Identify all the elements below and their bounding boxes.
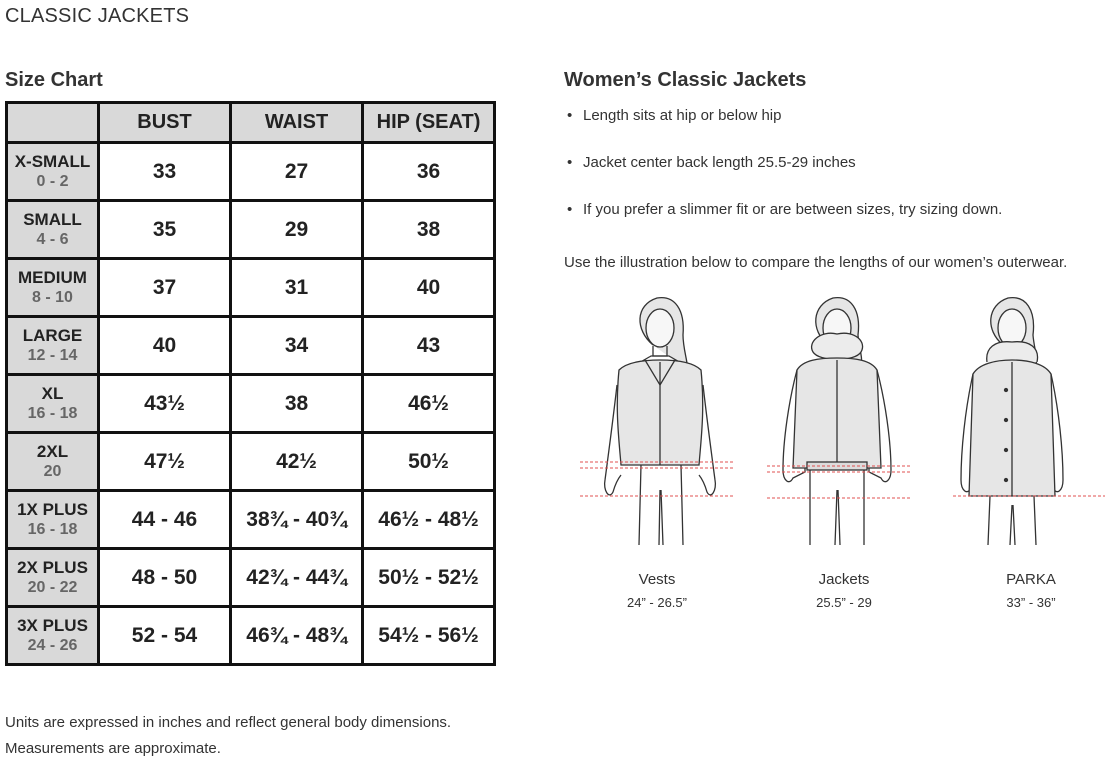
waist-cell: 42¾ - 44¾ <box>231 549 363 607</box>
hip-cell: 38 <box>363 201 495 259</box>
vest-guide-lines <box>580 462 735 496</box>
waist-cell: 34 <box>231 317 363 375</box>
size-range: 24 - 26 <box>27 637 78 655</box>
vest-length: 24” - 26.5” <box>627 595 687 610</box>
waist-cell: 29 <box>231 201 363 259</box>
size-name: LARGE <box>22 325 83 345</box>
size-name: 3X PLUS <box>17 615 88 635</box>
size-name: XL <box>41 383 64 403</box>
column-header-bust: BUST <box>99 103 231 143</box>
jacket-length: 25.5” - 29 <box>816 595 872 610</box>
list-item <box>564 150 1002 197</box>
size-cell <box>7 317 99 375</box>
table-row <box>7 491 495 549</box>
size-name: SMALL <box>23 209 82 229</box>
size-chart-heading: Size Chart <box>5 69 103 91</box>
bust-cell: 37 <box>99 259 231 317</box>
bust-cell: 40 <box>99 317 231 375</box>
bust-cell: 48 - 50 <box>99 549 231 607</box>
size-range: 20 - 22 <box>27 579 78 597</box>
hip-cell: 54½ - 56½ <box>363 607 495 665</box>
table-row <box>7 259 495 317</box>
hip-cell: 46½ <box>363 375 495 433</box>
hip-cell: 36 <box>363 143 495 201</box>
hip-cell: 50½ <box>363 433 495 491</box>
vest-figure-icon <box>605 298 716 545</box>
fit-notes-list <box>564 103 1002 244</box>
bust-cell: 47½ <box>99 433 231 491</box>
bust-cell: 33 <box>99 143 231 201</box>
compare-instructions: Use the illustration below to compare the lengths of our women’s outerwear. <box>564 254 1068 271</box>
size-cell <box>7 143 99 201</box>
list-item <box>564 103 1002 150</box>
page-title: CLASSIC JACKETS <box>5 5 190 27</box>
size-cell <box>7 375 99 433</box>
hip-cell: 46½ - 48½ <box>363 491 495 549</box>
waist-cell: 42½ <box>231 433 363 491</box>
table-row <box>7 143 495 201</box>
info-heading: Women’s Classic Jackets <box>564 69 807 91</box>
waist-cell: 27 <box>231 143 363 201</box>
table-row <box>7 317 495 375</box>
bullet-icon: • <box>567 107 573 124</box>
table-header-row <box>7 103 495 143</box>
size-name: X-SMALL <box>14 151 91 171</box>
bust-cell: 44 - 46 <box>99 491 231 549</box>
footnote-line: Units are expressed in inches and reflect general body dimensions. <box>5 714 452 731</box>
table-corner-cell <box>7 103 99 143</box>
size-chart-table <box>5 101 496 666</box>
bullet-text: If you prefer a slimmer fit or are between sizes, try sizing down. <box>583 201 1003 218</box>
waist-cell: 31 <box>231 259 363 317</box>
size-range: 8 - 10 <box>32 289 73 307</box>
bust-cell: 35 <box>99 201 231 259</box>
size-range: 20 <box>43 463 62 481</box>
hip-cell: 40 <box>363 259 495 317</box>
size-cell <box>7 607 99 665</box>
size-cell <box>7 491 99 549</box>
size-range: 0 - 2 <box>36 173 69 191</box>
waist-cell: 38¾ - 40¾ <box>231 491 363 549</box>
parka-figure-icon <box>961 298 1063 545</box>
hip-cell: 43 <box>363 317 495 375</box>
bullet-icon: • <box>567 154 573 171</box>
table-row <box>7 607 495 665</box>
waist-cell: 38 <box>231 375 363 433</box>
size-range: 16 - 18 <box>27 521 78 539</box>
table-row <box>7 201 495 259</box>
vest-label: Vests <box>638 571 676 588</box>
size-range: 16 - 18 <box>27 405 78 423</box>
size-range: 4 - 6 <box>36 231 69 249</box>
hip-cell: 50½ - 52½ <box>363 549 495 607</box>
jacket-label: Jackets <box>818 571 870 588</box>
size-cell <box>7 201 99 259</box>
bullet-icon: • <box>567 201 573 218</box>
parka-length: 33” - 36” <box>1006 595 1056 610</box>
footnote-line: Measurements are approximate. <box>5 740 221 757</box>
bust-cell: 43½ <box>99 375 231 433</box>
size-cell <box>7 433 99 491</box>
parka-label: PARKA <box>1006 571 1056 588</box>
size-name: 2XL <box>36 441 69 461</box>
column-header-waist: WAIST <box>231 103 363 143</box>
bullet-text: Jacket center back length 25.5-29 inches <box>583 154 856 171</box>
jacket-figure-icon <box>783 298 891 545</box>
size-cell <box>7 259 99 317</box>
table-row <box>7 549 495 607</box>
units-footnote <box>5 710 451 762</box>
waist-cell: 46¾ - 48¾ <box>231 607 363 665</box>
size-cell <box>7 549 99 607</box>
column-header-hip: HIP (SEAT) <box>363 103 495 143</box>
size-name: 2X PLUS <box>17 557 88 577</box>
bullet-text: Length sits at hip or below hip <box>583 107 782 124</box>
list-item <box>564 197 1002 244</box>
size-name: MEDIUM <box>18 267 87 287</box>
bust-cell: 52 - 54 <box>99 607 231 665</box>
table-row <box>7 375 495 433</box>
outerwear-length-illustration <box>575 290 1110 555</box>
size-range: 12 - 14 <box>27 347 78 365</box>
table-row <box>7 433 495 491</box>
size-name: 1X PLUS <box>17 499 88 519</box>
